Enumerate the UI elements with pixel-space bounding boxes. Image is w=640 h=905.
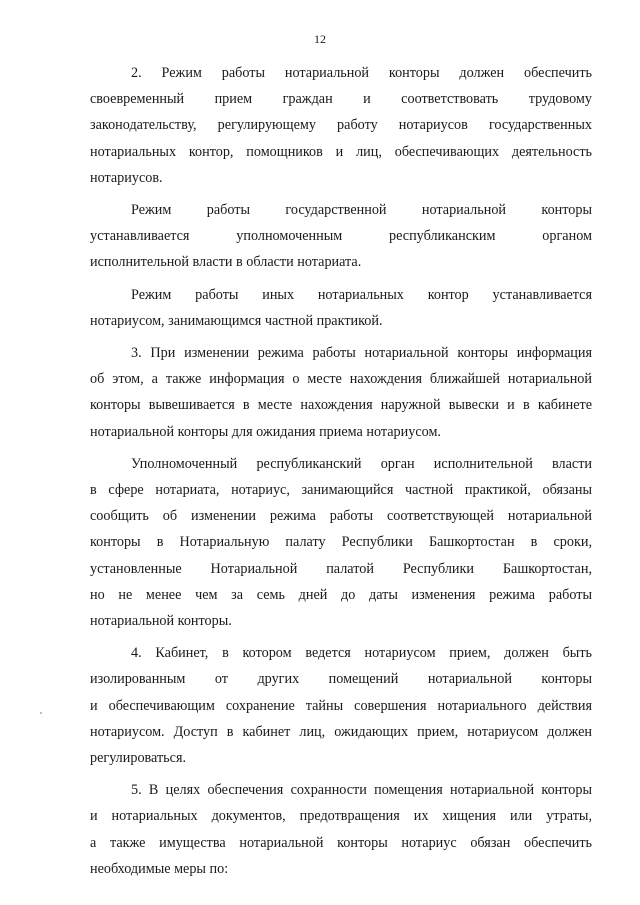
text-line: сообщить об изменении режима работы соответствующей нотариальной — [90, 508, 592, 525]
text-line: но не менее чем за семь дней до даты изменения режима работы — [90, 586, 592, 603]
text-line: установленные Нотариальной палатой Республики Башкортостан, — [90, 560, 592, 577]
text-line: и нотариальных документов, предотвращения их хищения или утраты, — [90, 808, 592, 825]
text-line: регулироваться. — [90, 750, 187, 767]
paragraph-safety-measures — [90, 777, 592, 882]
text-line: устанавливается уполномоченным республиканским органом — [90, 228, 592, 245]
text-line: Режим работы иных нотариальных контор устанавливается — [131, 286, 592, 303]
text-line: и обеспечивающим сохранение тайны совершения нотариального действия — [90, 697, 592, 714]
text-line: а также имущества нотариальной конторы нотариус обязан обеспечить — [90, 834, 592, 851]
paragraph-office-room — [90, 640, 592, 771]
paragraph-state-office-schedule — [90, 197, 592, 276]
text-line: нотариальной конторы для ожидания приема нотариусом. — [90, 423, 441, 440]
text-line: законодательству, регулирующему работу нотариусов государственных — [90, 117, 592, 134]
text-line: своевременный прием граждан и соответствовать трудовому — [90, 91, 592, 108]
text-line: 3. При изменении режима работы нотариальной конторы информация — [131, 345, 592, 362]
document-body — [90, 60, 592, 888]
text-line: конторы вывешивается в месте нахождения наружной вывески и в кабинете — [90, 397, 592, 414]
text-line: 4. Кабинет, в котором ведется нотариусом прием, должен быть — [131, 645, 592, 662]
text-line: 5. В целях обеспечения сохранности помещения нотариальной конторы — [131, 782, 592, 799]
text-line: в сфере нотариата, нотариус, занимающийся частной практикой, обязаны — [90, 482, 592, 499]
text-line: нотариальных контор, помощников и лиц, обеспечивающих деятельность — [90, 143, 592, 160]
text-line: нотариусов. — [90, 169, 163, 186]
paragraph-work-schedule — [90, 60, 592, 191]
scan-speck — [40, 712, 42, 714]
text-line: 2. Режим работы нотариальной конторы должен обеспечить — [131, 65, 592, 81]
text-line: Режим работы государственной нотариальной конторы — [131, 202, 592, 219]
text-line: об этом, а также информация о месте нахождения ближайшей нотариальной — [90, 371, 592, 388]
text-line: необходимые меры по: — [90, 860, 229, 877]
paragraph-other-office-schedule — [90, 282, 592, 334]
text-line: нотариусом, занимающимся частной практикой. — [90, 312, 383, 329]
paragraph-schedule-change — [90, 340, 592, 445]
page-number: 12 — [314, 32, 326, 46]
text-line: нотариусом. Доступ в кабинет лиц, ожидающих прием, нотариусом должен — [90, 723, 592, 740]
text-line: Уполномоченный республиканский орган исполнительной власти — [131, 455, 592, 472]
text-line: изолированным от других помещений нотариальной конторы — [90, 671, 592, 688]
text-line: конторы в Нотариальную палату Республики Башкортостан в сроки, — [90, 534, 592, 551]
paragraph-notification — [90, 451, 592, 634]
text-line: нотариальной конторы. — [90, 613, 232, 630]
text-line: исполнительной власти в области нотариата. — [90, 254, 362, 271]
